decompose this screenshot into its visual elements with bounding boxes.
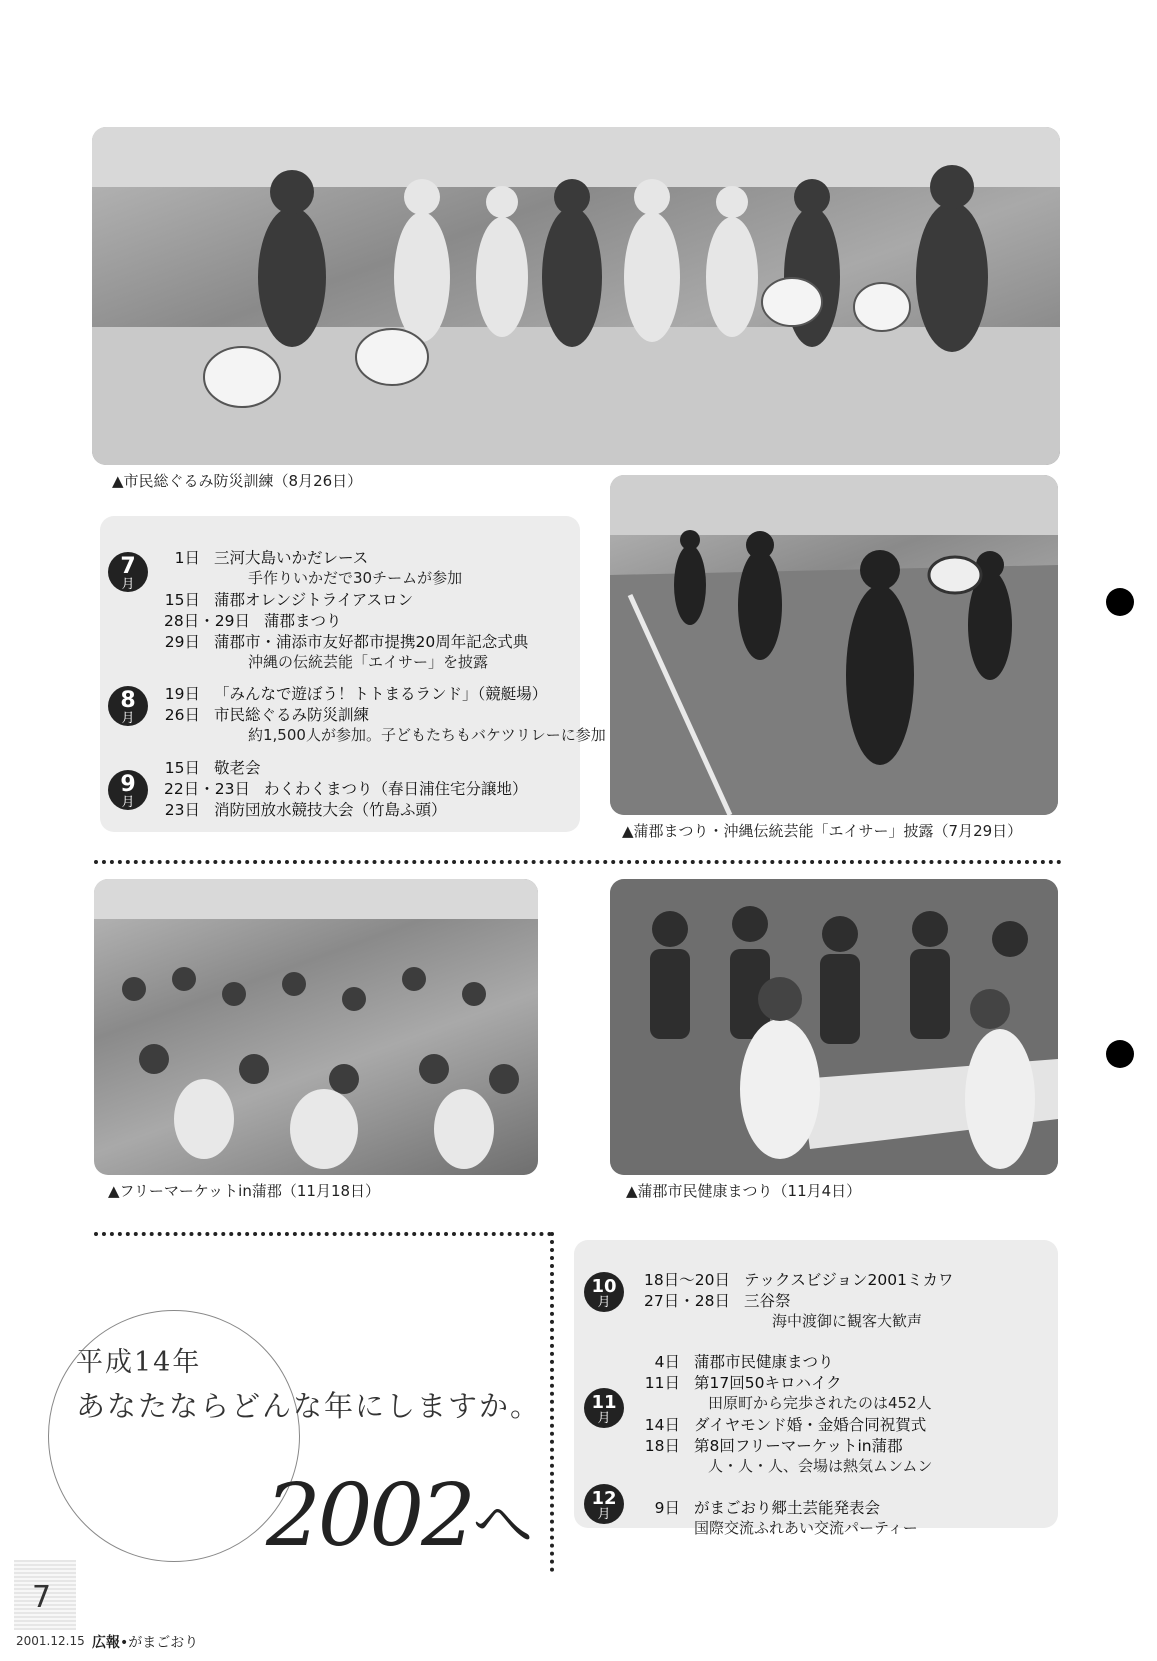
note-dec-1: 国際交流ふれあい交流パーティー [694, 1519, 918, 1537]
event-jul-1: 1日 三河大島いかだレース [174, 549, 369, 567]
month-badge-nov: 11 月 [584, 1388, 624, 1428]
headline-line-1: 平成14年 [76, 1347, 202, 1378]
photo-health-festival [610, 879, 1058, 1175]
event-oct-2: 27日・28日 三谷祭 [644, 1292, 791, 1310]
month-badge-aug: 8 月 [108, 686, 148, 726]
year-number: 2002 [266, 1466, 473, 1566]
event-sep-3: 23日 消防団放水競技大会（竹島ふ頭） [164, 801, 447, 819]
binder-hole-upper [1106, 588, 1134, 616]
year-he: へ [472, 1490, 533, 1560]
photo-eisa-performance [610, 475, 1058, 815]
caption-flea-market: ▲フリーマーケットin蒲郡（11月18日） [108, 1182, 381, 1200]
headline-line-2: あなたならどんな年にしますか。 [76, 1389, 542, 1423]
health-scene-illustration [610, 879, 1058, 1175]
month-badge-sep: 9 月 [108, 770, 148, 810]
caption-eisa: ▲蒲郡まつり・沖縄伝統芸能「エイサー」披露（7月29日） [622, 822, 1023, 840]
event-jul-2: 15日 蒲郡オレンジトライアスロン [164, 591, 414, 609]
binder-hole-lower [1106, 1040, 1134, 1068]
event-aug-1: 19日 「みんなで遊ぼう！トトまるランド」（競艇場） [164, 685, 548, 703]
market-scene-illustration [94, 879, 538, 1175]
event-dec-1: 9日 がまごおり郷土芸能発表会 [654, 1499, 881, 1517]
caption-health-festival: ▲蒲郡市民健康まつり（11月4日） [626, 1182, 862, 1200]
dotted-separator-lower [94, 1232, 552, 1236]
month-badge-dec: 12 月 [584, 1484, 624, 1524]
note-oct-1: 海中渡御に観客大歓声 [772, 1312, 923, 1330]
event-sep-2: 22日・23日 わくわくまつり（春日浦住宅分譲地） [164, 780, 528, 798]
event-jul-4: 29日 蒲郡市・浦添市友好都市提携20周年記念式典 [164, 633, 529, 651]
event-aug-2: 26日 市民総ぐるみ防災訓練 [164, 706, 370, 724]
eisa-scene-illustration [610, 475, 1058, 815]
event-oct-1: 18日～20日 テックスビジョン2001ミカワ [644, 1271, 954, 1289]
drill-scene-illustration [92, 127, 1060, 465]
dotted-separator-vertical [550, 1232, 554, 1572]
publication-bold: 広報 [92, 1635, 120, 1651]
event-nov-2: 11日 第17回50キロハイク [644, 1374, 842, 1392]
note-nov-2: 人・人・人、会場は熱気ムンムン [708, 1457, 933, 1475]
page-number: 7 [32, 1580, 52, 1615]
publication-rest: •がまごおり [120, 1635, 199, 1651]
footer-date: 2001.12.15 [16, 1634, 85, 1648]
footer-publication [92, 1632, 198, 1652]
event-jul-3: 28日・29日 蒲郡まつり [164, 612, 342, 630]
photo-disaster-drill [92, 127, 1060, 465]
note-aug-1: 約1,500人が参加。子どもたちもバケツリレーに参加 [248, 726, 606, 744]
page-number-box [14, 1560, 76, 1630]
caption-disaster-drill: ▲市民総ぐるみ防災訓練（8月26日） [112, 472, 363, 490]
month-badge-oct: 10 月 [584, 1272, 624, 1312]
note-nov-1: 田原町から完歩されたのは452人 [708, 1394, 932, 1412]
event-nov-3: 14日 ダイヤモンド婚・金婚合同祝賀式 [644, 1416, 927, 1434]
event-sep-1: 15日 敬老会 [164, 759, 261, 777]
event-nov-1: 4日 蒲郡市民健康まつり [654, 1353, 834, 1371]
month-badge-jul: 7 月 [108, 552, 148, 592]
note-jul-2: 沖縄の伝統芸能「エイサー」を披露 [248, 653, 489, 671]
photo-flea-market [94, 879, 538, 1175]
event-nov-4: 18日 第8回フリーマーケットin蒲郡 [644, 1437, 903, 1455]
note-jul-1: 手作りいかだで30チームが参加 [248, 569, 463, 587]
headline-year [266, 1466, 533, 1566]
dotted-separator-middle [94, 860, 1062, 864]
